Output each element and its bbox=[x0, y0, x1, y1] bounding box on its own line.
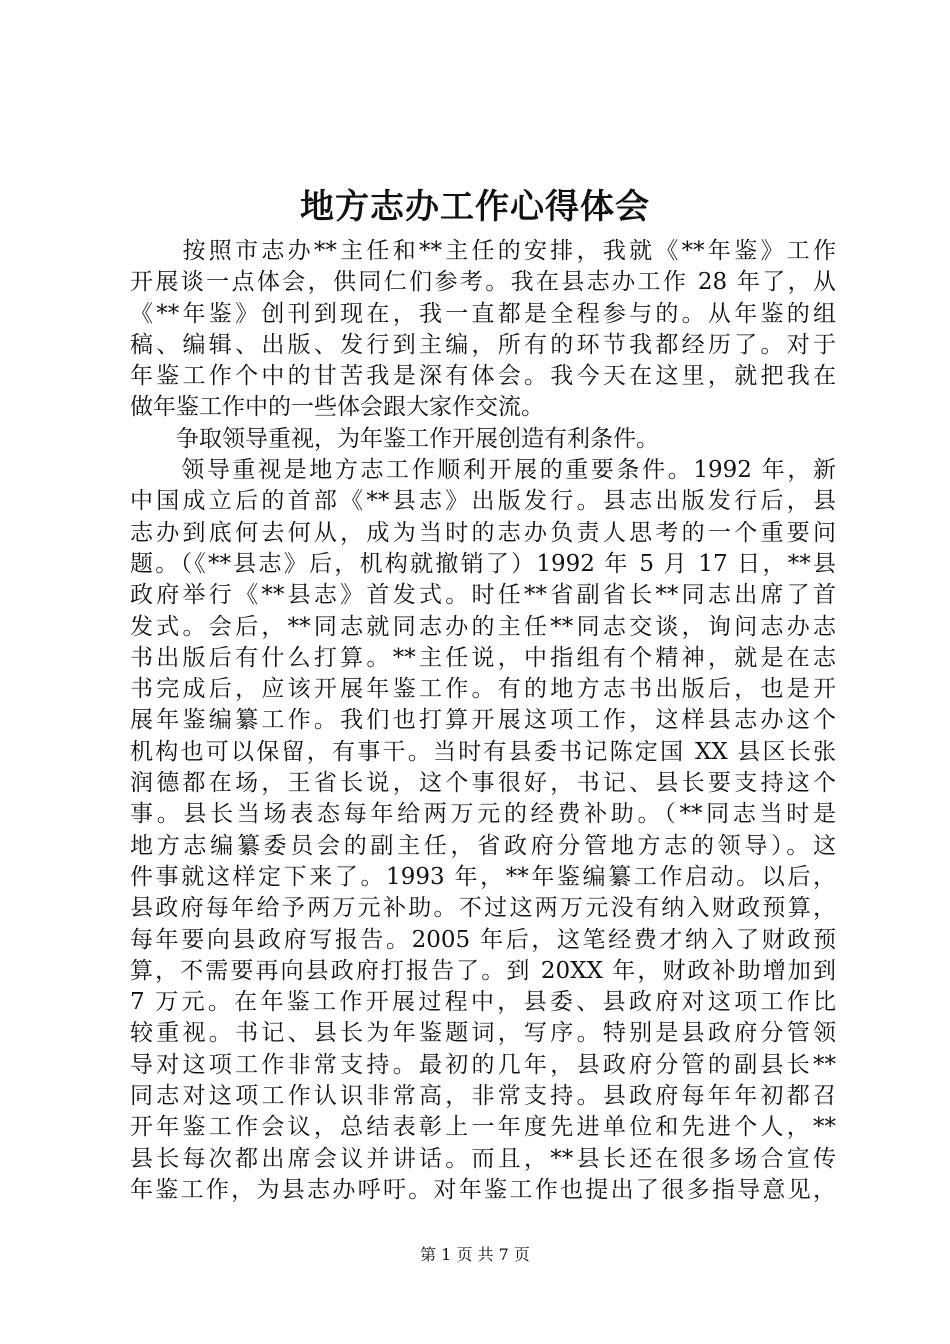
body-line: 件事就这样定下来了。1993 年，**年鉴编纂工作启动。以后， bbox=[130, 863, 836, 890]
document-title: 地方志办工作心得体会 bbox=[300, 187, 650, 227]
body-line: 润德都在场，王省长说，这个事很好，书记、县长要支持这个 bbox=[130, 770, 836, 797]
body-line: 展年鉴编纂工作。我们也打算开展这项工作，这样县志办这个 bbox=[130, 707, 836, 734]
body-line: 开展谈一点体会，供同仁们参考。我在县志办工作 28 年了，从 bbox=[130, 269, 836, 296]
body-line: 领导重视是地方志工作顺利开展的重要条件。1992 年，新 bbox=[130, 457, 836, 484]
body-line: 机构也可以保留，有事干。当时有县委书记陈定国 XX 县区长张 bbox=[130, 738, 836, 765]
body-line: 县政府每年给予两万元补助。不过这两万元没有纳入财政预算， bbox=[130, 895, 836, 922]
body-line: 年鉴工作个中的甘苦我是深有体会。我今天在这里，就把我在 bbox=[130, 363, 836, 390]
document-body bbox=[130, 236, 836, 1206]
body-line: 每年要向县政府写报告。2005 年后，这笔经费才纳入了财政预 bbox=[130, 926, 836, 953]
body-line: 事。县长当场表态每年给两万元的经费补助。（**同志当时是 bbox=[130, 801, 836, 828]
body-line: 发式。会后，**同志就同志办的主任**同志交谈，询问志办志 bbox=[130, 613, 836, 640]
body-line: 稿、编辑、出版、发行到主编，所有的环节我都经历了。对于 bbox=[130, 331, 836, 358]
body-line: 《**年鉴》创刊到现在，我一直都是全程参与的。从年鉴的组 bbox=[130, 300, 836, 327]
body-line: 开年鉴工作会议，总结表彰上一年度先进单位和先进个人，** bbox=[130, 1114, 836, 1141]
section-heading: 争取领导重视，为年鉴工作开展创造有利条件。 bbox=[130, 425, 659, 452]
body-line: 算，不需要再向县政府打报告了。到 20XX 年，财政补助增加到 bbox=[130, 957, 836, 984]
body-line: 县长每次都出席会议并讲话。而且，**县长还在很多场合宣传 bbox=[130, 1145, 836, 1172]
body-line: 志办到底何去何从，成为当时的志办负责人思考的一个重要问 bbox=[130, 519, 836, 546]
body-line: 较重视。书记、县长为年鉴题词，写序。特别是县政府分管领 bbox=[130, 1020, 836, 1047]
body-line: 年鉴工作，为县志办呼吁。对年鉴工作也提出了很多指导意见， bbox=[130, 1176, 836, 1203]
body-line: 做年鉴工作中的一些体会跟大家作交流。 bbox=[130, 394, 544, 421]
body-line: 导对这项工作非常支持。最初的几年，县政府分管的副县长** bbox=[130, 1051, 836, 1078]
body-line: 政府举行《**县志》首发式。时任**省副省长**同志出席了首 bbox=[130, 582, 836, 609]
body-line: 地方志编纂委员会的副主任，省政府分管地方志的领导）。这 bbox=[130, 832, 836, 859]
body-line: 7 万元。在年鉴工作开展过程中，县委、县政府对这项工作比 bbox=[130, 989, 836, 1016]
page-footer: 第 1 页 共 7 页 bbox=[420, 1245, 530, 1264]
body-line: 题。（《**县志》后，机构就撤销了）1992 年 5 月 17 日，**县 bbox=[130, 550, 836, 577]
body-line: 书完成后，应该开展年鉴工作。有的地方志书出版后，也是开 bbox=[130, 676, 836, 703]
body-line: 中国成立后的首部《**县志》出版发行。县志出版发行后，县 bbox=[130, 488, 836, 515]
body-line: 同志对这项工作认识非常高，非常支持。县政府每年年初都召 bbox=[130, 1083, 836, 1110]
body-line: 书出版后有什么打算。**主任说，中指组有个精神，就是在志 bbox=[130, 644, 836, 671]
body-line: 按照市志办**主任和**主任的安排，我就《**年鉴》工作 bbox=[130, 238, 836, 264]
